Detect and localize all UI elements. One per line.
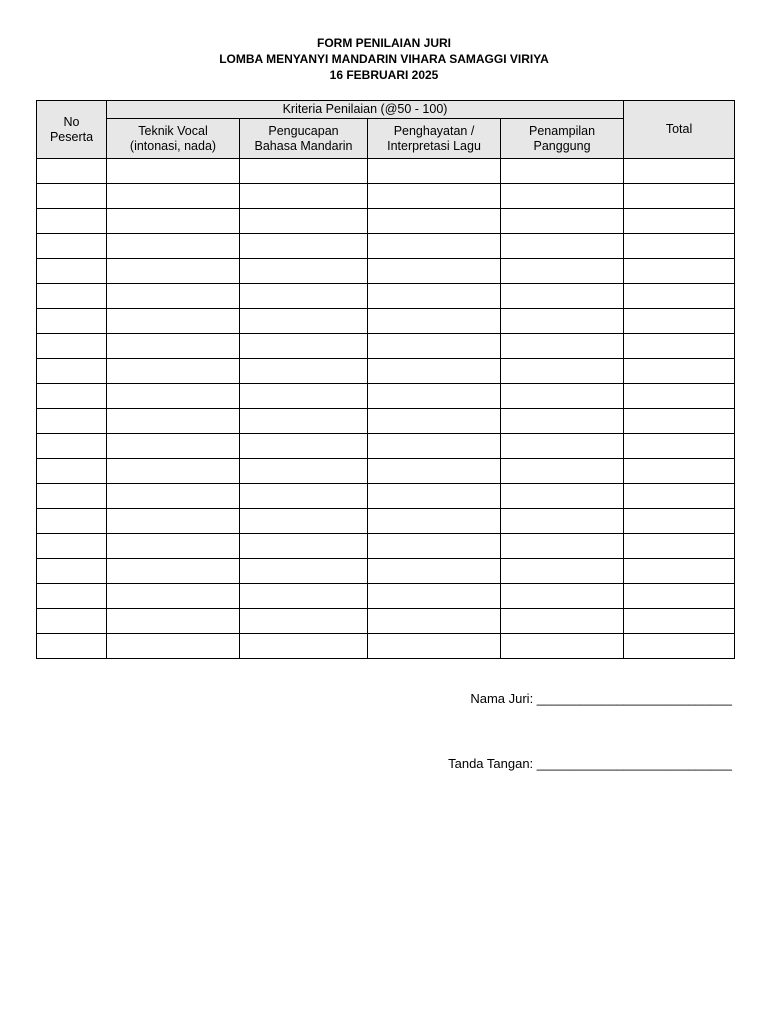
cell-pengucapan[interactable] [240,584,368,609]
cell-no-peserta[interactable] [37,359,107,384]
table-row [37,509,735,534]
cell-no-peserta[interactable] [37,409,107,434]
cell-total[interactable] [624,459,735,484]
cell-no-peserta[interactable] [37,459,107,484]
cell-no-peserta[interactable] [37,484,107,509]
cell-total[interactable] [624,284,735,309]
cell-pengucapan[interactable] [240,309,368,334]
cell-penampilan[interactable] [501,259,624,284]
cell-teknik-vocal[interactable] [107,609,240,634]
cell-penghayatan[interactable] [368,534,501,559]
cell-no-peserta[interactable] [37,159,107,184]
cell-penghayatan[interactable] [368,384,501,409]
cell-no-peserta[interactable] [37,559,107,584]
cell-penampilan[interactable] [501,284,624,309]
cell-total[interactable] [624,384,735,409]
table-row [37,334,735,359]
cell-penampilan[interactable] [501,184,624,209]
cell-penampilan[interactable] [501,559,624,584]
cell-penghayatan[interactable] [368,584,501,609]
table-row [37,484,735,509]
cell-penghayatan[interactable] [368,259,501,284]
table-row [37,284,735,309]
cell-teknik-vocal[interactable] [107,334,240,359]
cell-penghayatan[interactable] [368,484,501,509]
form-title-line-2: LOMBA MENYANYI MANDARIN VIHARA SAMAGGI VIRIYA [219,52,549,66]
form-title-line-1: FORM PENILAIAN JURI [316,36,451,50]
cell-penghayatan[interactable] [368,359,501,384]
cell-no-peserta[interactable] [37,534,107,559]
cell-pengucapan[interactable] [240,334,368,359]
cell-penampilan[interactable] [501,609,624,634]
cell-penghayatan[interactable] [368,334,501,359]
table-row [37,209,735,234]
cell-penampilan[interactable] [501,434,624,459]
cell-pengucapan[interactable] [240,534,368,559]
cell-teknik-vocal[interactable] [107,409,240,434]
score-table-body [37,159,735,659]
cell-penampilan[interactable] [501,534,624,559]
cell-pengucapan[interactable] [240,259,368,284]
cell-teknik-vocal[interactable] [107,359,240,384]
cell-pengucapan[interactable] [240,484,368,509]
cell-penampilan[interactable] [501,584,624,609]
table-row [37,609,735,634]
cell-teknik-vocal[interactable] [107,234,240,259]
header-pengucapan: Pengucapan Bahasa Mandarin [240,119,368,159]
cell-pengucapan[interactable] [240,209,368,234]
cell-penampilan[interactable] [501,384,624,409]
cell-total[interactable] [624,484,735,509]
cell-penghayatan[interactable] [368,634,501,659]
cell-total[interactable] [624,334,735,359]
cell-penghayatan[interactable] [368,509,501,534]
cell-pengucapan[interactable] [240,234,368,259]
nama-juri-field[interactable]: Nama Juri: ___________________________ [470,691,732,706]
table-row [37,434,735,459]
cell-total[interactable] [624,534,735,559]
cell-total[interactable] [624,409,735,434]
cell-teknik-vocal[interactable] [107,259,240,284]
cell-teknik-vocal[interactable] [107,484,240,509]
cell-penampilan[interactable] [501,159,624,184]
cell-total[interactable] [624,559,735,584]
header-penampilan: Penampilan Panggung [501,119,624,159]
cell-penampilan[interactable] [501,209,624,234]
cell-no-peserta[interactable] [37,434,107,459]
cell-penampilan[interactable] [501,459,624,484]
cell-penghayatan[interactable] [368,609,501,634]
cell-penampilan[interactable] [501,234,624,259]
cell-teknik-vocal[interactable] [107,284,240,309]
table-row [37,534,735,559]
cell-penampilan[interactable] [501,409,624,434]
cell-no-peserta[interactable] [37,234,107,259]
table-row [37,459,735,484]
cell-penampilan[interactable] [501,634,624,659]
cell-teknik-vocal[interactable] [107,509,240,534]
cell-teknik-vocal[interactable] [107,434,240,459]
cell-penampilan[interactable] [501,334,624,359]
header-kriteria-penilaian: Kriteria Penilaian (@50 - 100) [107,101,624,119]
table-row [37,409,735,434]
cell-pengucapan[interactable] [240,409,368,434]
cell-pengucapan[interactable] [240,609,368,634]
cell-total[interactable] [624,309,735,334]
cell-penampilan[interactable] [501,509,624,534]
cell-pengucapan[interactable] [240,159,368,184]
cell-pengucapan[interactable] [240,434,368,459]
cell-teknik-vocal[interactable] [107,309,240,334]
cell-penghayatan[interactable] [368,284,501,309]
cell-no-peserta[interactable] [37,384,107,409]
cell-no-peserta[interactable] [37,209,107,234]
cell-total[interactable] [624,434,735,459]
cell-pengucapan[interactable] [240,384,368,409]
cell-penghayatan[interactable] [368,159,501,184]
table-row [37,159,735,184]
cell-teknik-vocal[interactable] [107,584,240,609]
cell-total[interactable] [624,159,735,184]
cell-pengucapan[interactable] [240,284,368,309]
header-no-peserta: No Peserta [37,101,107,159]
table-row [37,384,735,409]
cell-penghayatan[interactable] [368,309,501,334]
score-table [36,100,735,659]
header-teknik-vocal: Teknik Vocal (intonasi, nada) [107,119,240,159]
cell-pengucapan[interactable] [240,359,368,384]
cell-teknik-vocal[interactable] [107,559,240,584]
table-row [37,584,735,609]
cell-pengucapan[interactable] [240,559,368,584]
cell-no-peserta[interactable] [37,334,107,359]
table-row [37,184,735,209]
form-title-line-3: 16 FEBRUARI 2025 [329,68,439,82]
cell-penampilan[interactable] [501,359,624,384]
cell-pengucapan[interactable] [240,634,368,659]
cell-no-peserta[interactable] [37,259,107,284]
header-penghayatan: Penghayatan / Interpretasi Lagu [368,119,501,159]
cell-no-peserta[interactable] [37,284,107,309]
cell-no-peserta[interactable] [37,584,107,609]
cell-teknik-vocal[interactable] [107,634,240,659]
cell-total[interactable] [624,234,735,259]
cell-no-peserta[interactable] [37,509,107,534]
cell-penampilan[interactable] [501,484,624,509]
cell-total[interactable] [624,509,735,534]
cell-penampilan[interactable] [501,309,624,334]
cell-teknik-vocal[interactable] [107,209,240,234]
table-row [37,309,735,334]
table-row [37,359,735,384]
cell-no-peserta[interactable] [37,609,107,634]
cell-total[interactable] [624,184,735,209]
form-title [0,35,768,83]
cell-total[interactable] [624,259,735,284]
header-total: Total [624,101,735,159]
cell-penghayatan[interactable] [368,434,501,459]
cell-no-peserta[interactable] [37,184,107,209]
cell-teknik-vocal[interactable] [107,384,240,409]
table-row [37,234,735,259]
cell-penghayatan[interactable] [368,559,501,584]
cell-penghayatan[interactable] [368,409,501,434]
cell-pengucapan[interactable] [240,184,368,209]
table-row [37,259,735,284]
table-row [37,559,735,584]
cell-total[interactable] [624,209,735,234]
cell-penghayatan[interactable] [368,459,501,484]
cell-teknik-vocal[interactable] [107,459,240,484]
cell-total[interactable] [624,634,735,659]
cell-no-peserta[interactable] [37,309,107,334]
cell-penghayatan[interactable] [368,234,501,259]
cell-penghayatan[interactable] [368,184,501,209]
tanda-tangan-field[interactable]: Tanda Tangan: ___________________________ [448,756,732,771]
cell-teknik-vocal[interactable] [107,159,240,184]
cell-teknik-vocal[interactable] [107,534,240,559]
cell-teknik-vocal[interactable] [107,184,240,209]
cell-total[interactable] [624,359,735,384]
cell-total[interactable] [624,609,735,634]
cell-pengucapan[interactable] [240,459,368,484]
cell-penghayatan[interactable] [368,209,501,234]
cell-total[interactable] [624,584,735,609]
cell-no-peserta[interactable] [37,634,107,659]
cell-pengucapan[interactable] [240,509,368,534]
table-row [37,634,735,659]
